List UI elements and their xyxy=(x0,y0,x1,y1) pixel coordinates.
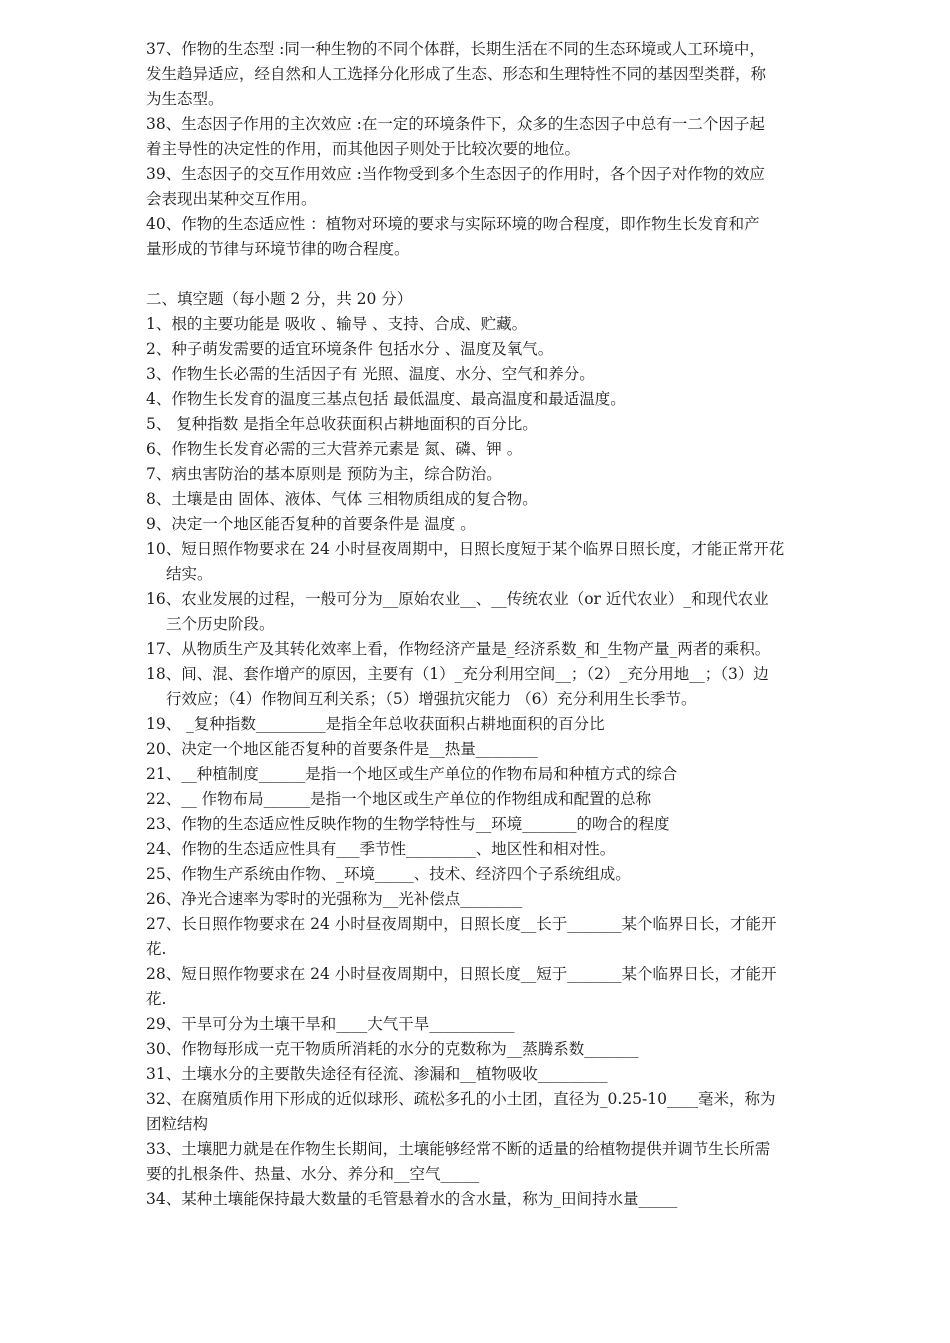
text-line: 10、短日照作物要求在 24 小时昼夜周期中，日照长度短于某个临界日照长度，才能正常开花 xyxy=(146,540,785,558)
text-line: 30、作物每形成一克干物质所消耗的水分的克数称为__蒸腾系数_______ xyxy=(146,1040,639,1058)
text-line: 7、病虫害防治的基本原则是 预防为主，综合防治。 xyxy=(146,465,502,483)
text-line: 团粒结构 xyxy=(146,1115,209,1133)
text-line: 22、__ 作物布局______是指一个地区或生产单位的作物组成和配置的总称 xyxy=(146,790,652,808)
text-line: 要的扎根条件、热量、水分、养分和__空气_____ xyxy=(146,1165,480,1183)
text-line: 5、 复种指数 是指全年总收获面积占耕地面积的百分比。 xyxy=(146,415,538,433)
text-line: 8、土壤是由 固体、液体、气体 三相物质组成的复合物。 xyxy=(146,490,538,508)
text-line: 19、 _复种指数_________是指全年总收获面积占耕地面积的百分比 xyxy=(146,715,605,733)
text-line: 6、作物生长发育必需的三大营养元素是 氮、磷、钾 。 xyxy=(146,440,523,458)
text-line: 28、短日照作物要求在 24 小时昼夜周期中，日照长度__短于_______某个临界日长，才能开 xyxy=(146,965,777,983)
text-line: 20、决定一个地区能否复种的首要条件是__热量________ xyxy=(146,740,538,758)
text-line: 为生态型。 xyxy=(146,90,224,108)
text-line: 37、作物的生态型 :同一种生物的不同个体群，长期生活在不同的生态环境或人工环境中， xyxy=(146,40,765,58)
text-line: 着主导性的决定性的作用，而其他因子则处于比较次要的地位。 xyxy=(146,140,581,158)
text-line: 2、种子萌发需要的适宜环境条件 包括水分 、温度及氧气。 xyxy=(146,340,554,358)
text-line: 1、根的主要功能是 吸收 、输导 、支持、合成、贮藏。 xyxy=(146,315,528,333)
text-line: 38、生态因子作用的主次效应 :在一定的环境条件下，众多的生态因子中总有一二个因子起 xyxy=(146,115,765,133)
text-line: 4、作物生长发育的温度三基点包括 最低温度、最高温度和最适温度。 xyxy=(146,390,626,408)
text-line: 3、作物生长必需的生活因子有 光照、温度、水分、空气和养分。 xyxy=(146,365,595,383)
text-line: 结实。 xyxy=(166,565,213,583)
text-line: 21、__种植制度______是指一个地区或生产单位的作物布局和种植方式的综合 xyxy=(146,765,678,783)
text-line: 39、生态因子的交互作用效应 :当作物受到多个生态因子的作用时，各个因子对作物的效应 xyxy=(146,165,765,183)
text-line: 量形成的节律与环境节律的吻合程度。 xyxy=(146,240,410,258)
text-line: 31、土壤水分的主要散失途径有径流、渗漏和__植物吸收_________ xyxy=(146,1065,608,1083)
text-line: 32、在腐殖质作用下形成的近似球形、疏松多孔的小土团，直径为_0.25-10____毫米，称为 xyxy=(146,1090,776,1108)
text-line: 24、作物的生态适应性具有___季节性_________、地区性和相对性。 xyxy=(146,840,616,858)
text-line: 花. xyxy=(146,940,167,958)
text-line: 发生趋异适应，经自然和人工选择分化形成了生态、形态和生理特性不同的基因型类群，称 xyxy=(146,65,767,83)
text-line: 27、长日照作物要求在 24 小时昼夜周期中，日照长度__长于_______某个临界日长，才能开 xyxy=(146,915,777,933)
text-line: 25、作物生产系统由作物、_环境_____、技术、经济四个子系统组成。 xyxy=(146,865,631,883)
text-line: 花. xyxy=(146,990,167,1008)
text-line: 三个历史阶段。 xyxy=(166,615,275,633)
text-line: 23、作物的生态适应性反映作物的生物学特性与__环境_______的吻合的程度 xyxy=(146,815,670,833)
text-line: 29、干旱可分为土壤干旱和____大气干旱___________ xyxy=(146,1015,515,1033)
section-heading: 二、填空题（每小题 2 分，共 20 分） xyxy=(146,290,413,308)
text-line: 会表现出某种交互作用。 xyxy=(146,190,317,208)
text-line: 18、间、混、套作增产的原因，主要有（1）_充分利用空间__；（2）_充分用地__；（3）边 xyxy=(146,665,769,683)
text-line: 26、净光合速率为零时的光强称为__光补偿点________ xyxy=(146,890,523,908)
text-line: 9、决定一个地区能否复种的首要条件是 温度 。 xyxy=(146,515,476,533)
text-line: 33、土壤肥力就是在作物生长期间，土壤能够经常不断的适量的给植物提供并调节生长所需 xyxy=(146,1140,771,1158)
text-line: 17、从物质生产及其转化效率上看，作物经济产量是_经济系数_和_生物产量_两者的乘积。 xyxy=(146,640,771,658)
text-line: 34、某种土壤能保持最大数量的毛管悬着水的含水量，称为_田间持水量_____ xyxy=(146,1190,678,1208)
text-line: 16、农业发展的过程，一般可分为__原始农业__、__传统农业（or 近代农业）_和现代农业 xyxy=(146,590,769,608)
text-line: 40、作物的生态适应性 ：植物对环境的要求与实际环境的吻合程度，即作物生长发育和产 xyxy=(146,215,760,233)
text-line: 行效应；（4）作物间互利关系；（5）增强抗灾能力 （6）充分利用生长季节。 xyxy=(166,690,697,708)
